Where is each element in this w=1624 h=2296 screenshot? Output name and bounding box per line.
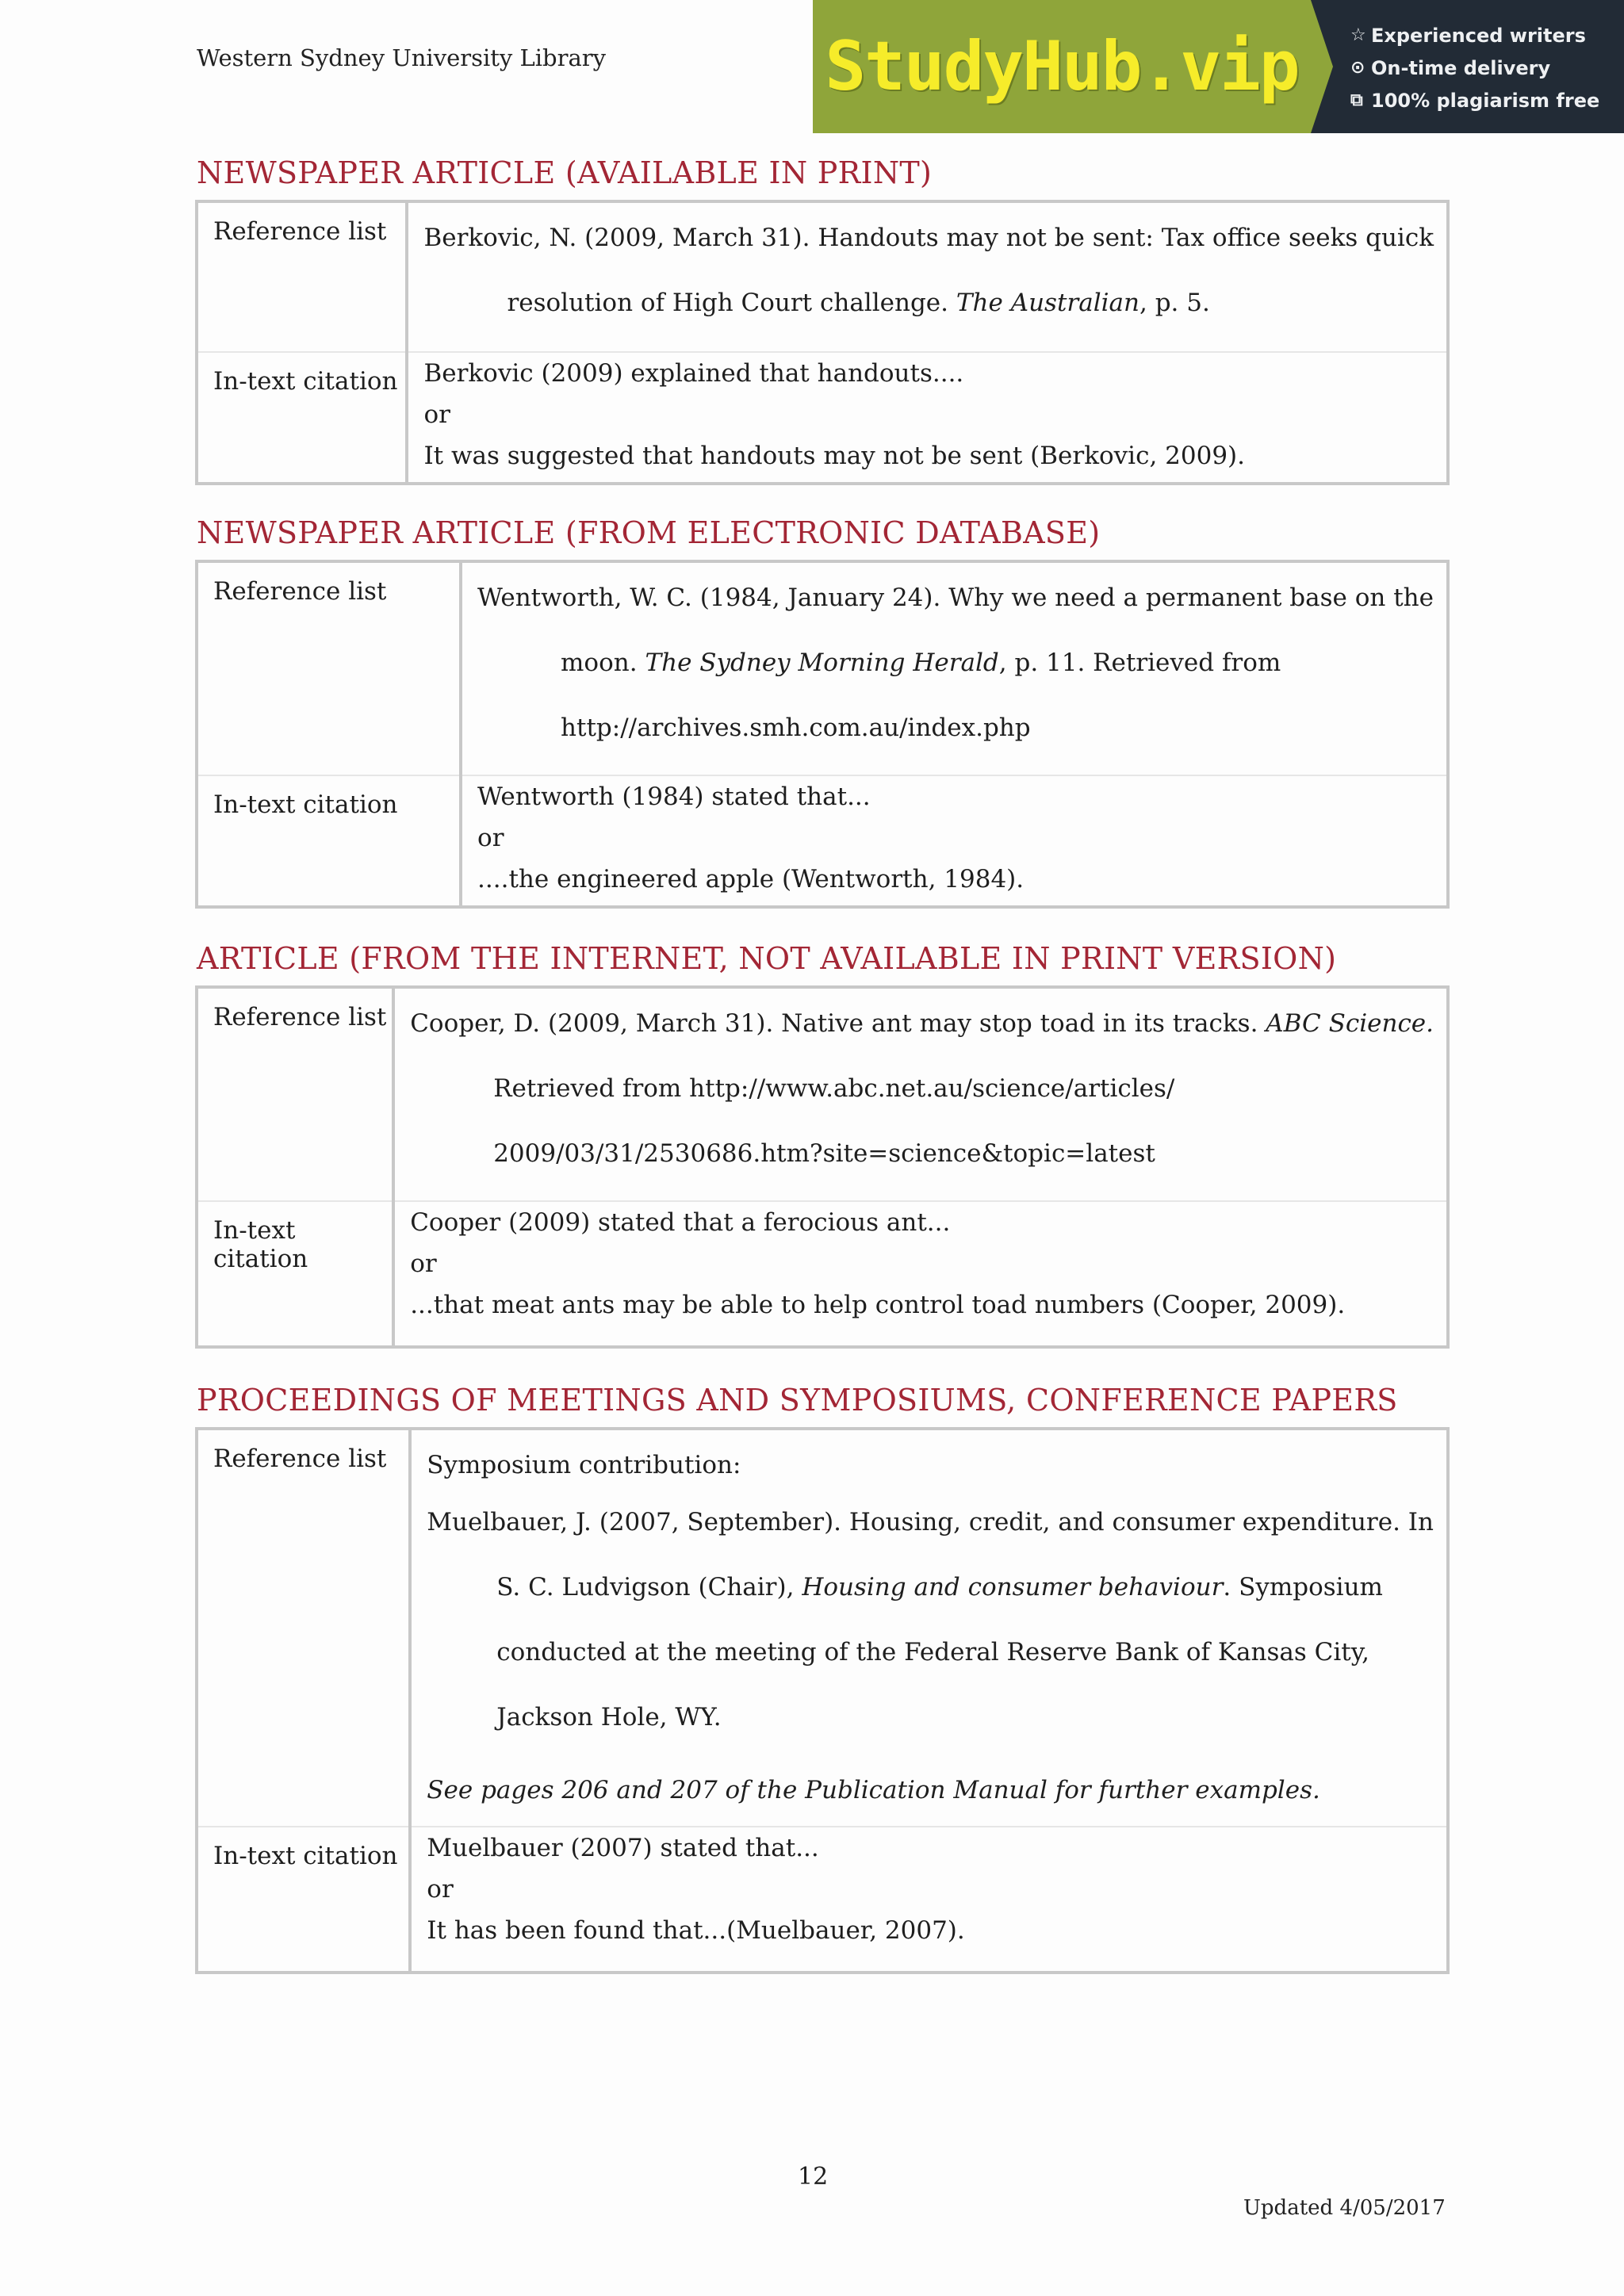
citation-examples [393, 1201, 1448, 1347]
row-label: In-text citation [197, 352, 407, 484]
citation-examples [410, 1827, 1448, 1973]
reference-text: Cooper, D. (2009, March 31). Native ant may stop toad in its tracks. [410, 1009, 1266, 1038]
row-label: Reference list [197, 987, 393, 1201]
reference-text: , p. 5. [1139, 289, 1210, 317]
reference-line: Jackson Hole, WY. [496, 1703, 722, 1732]
reference-row [197, 987, 1448, 1201]
row-label: In-text citation [197, 1201, 393, 1347]
reference-row [197, 1429, 1448, 1827]
ad-feature-text: 100% plagiarism free [1371, 89, 1600, 112]
reference-line [410, 1003, 1434, 1044]
citation-examples [407, 352, 1448, 484]
citation-line: Cooper (2009) stated that a ferocious ant... [410, 1208, 951, 1237]
citation-line: It has been found that...(Muelbauer, 2007). [427, 1916, 965, 1945]
citation-line: Wentworth (1984) stated that... [477, 783, 871, 811]
row-label: Reference list [197, 1429, 410, 1827]
section-title-internet-article: ARTICLE (FROM THE INTERNET, NOT AVAILABLE IN PRINT VERSION) [197, 941, 1337, 976]
citation-row [197, 1201, 1448, 1347]
citation-line: It was suggested that handouts may not be sent (Berkovic, 2009). [423, 442, 1246, 470]
ad-feature-text: On-time delivery [1371, 56, 1551, 79]
updated-date: Updated 4/05/2017 [1243, 2196, 1446, 2220]
reference-text: resolution of High Court challenge. [507, 289, 956, 317]
reference-table-newspaper-database [195, 560, 1450, 909]
reference-line [427, 1567, 1434, 1608]
citation-line: ...that meat ants may be able to help control toad numbers (Cooper, 2009). [410, 1291, 1346, 1319]
further-examples-note [427, 1770, 1434, 1811]
citation-line: Muelbauer (2007) stated that... [427, 1834, 819, 1862]
citation-row [197, 1827, 1448, 1973]
star-icon: ☆ [1350, 25, 1366, 45]
citation-line: Berkovic (2009) explained that handouts.... [423, 359, 964, 388]
source-title: ABC Science. [1266, 1009, 1434, 1038]
reference-line: Muelbauer, J. (2007, September). Housing, credit, and consumer expenditure. In [427, 1508, 1434, 1536]
reference-line [423, 282, 1434, 323]
reference-intro: Symposium contribution: [427, 1451, 741, 1479]
source-title: Housing and consumer behaviour [802, 1573, 1224, 1601]
reference-text: , p. 11. Retrieved from [998, 649, 1281, 677]
citation-row [197, 775, 1448, 907]
reference-line: http://archives.smh.com.au/index.php [561, 714, 1031, 742]
row-label: In-text citation [197, 1827, 410, 1973]
reference-row [197, 561, 1448, 775]
reference-line: Retrieved from http://www.abc.net.au/science/articles/ [493, 1074, 1175, 1103]
reference-table-proceedings [195, 1427, 1450, 1974]
studyhub-ad-banner[interactable] [813, 0, 1624, 133]
ad-chevron-divider [1311, 0, 1333, 133]
reference-text: moon. [561, 649, 645, 677]
reference-text: . Symposium [1223, 1573, 1383, 1601]
page-number: 12 [798, 2163, 829, 2191]
reference-table-newspaper-print [195, 200, 1450, 485]
citation-line: or [427, 1875, 454, 1904]
source-title: The Sydney Morning Herald [645, 649, 999, 677]
ad-brand-block[interactable] [813, 0, 1311, 133]
reference-line: Berkovic, N. (2009, March 31). Handouts may not be sent: Tax office seeks quick [423, 224, 1434, 252]
reference-entry [410, 1429, 1448, 1827]
ad-feature-list [1333, 0, 1624, 133]
ad-feature-text: Experienced writers [1371, 24, 1586, 47]
source-title: The Australian [956, 289, 1139, 317]
reference-line [477, 642, 1434, 683]
section-title-proceedings: PROCEEDINGS OF MEETINGS AND SYMPOSIUMS, CONFERENCE PAPERS [197, 1383, 1398, 1418]
library-name: Western Sydney University Library [197, 44, 607, 71]
reference-entry [393, 987, 1448, 1201]
citation-row [197, 352, 1448, 484]
copy-icon: ⧉ [1350, 90, 1363, 110]
reference-entry [407, 201, 1448, 352]
ad-feature-item [1350, 19, 1624, 52]
note-text: See pages 206 and 207 of the Publication Manual for further examples. [427, 1776, 1320, 1804]
citation-line: or [477, 824, 504, 852]
section-title-newspaper-print: NEWSPAPER ARTICLE (AVAILABLE IN PRINT) [197, 155, 933, 190]
ad-feature-item [1350, 52, 1624, 84]
citation-line: or [423, 400, 450, 429]
reference-line: conducted at the meeting of the Federal Reserve Bank of Kansas City, [496, 1638, 1369, 1667]
reference-row [197, 201, 1448, 352]
reference-text: S. C. Ludvigson (Chair), [496, 1573, 802, 1601]
row-label: Reference list [197, 561, 461, 775]
citation-examples [461, 775, 1448, 907]
citation-line: ....the engineered apple (Wentworth, 1984). [477, 865, 1025, 894]
citation-line: or [410, 1249, 437, 1278]
clock-icon: ⊙ [1350, 58, 1365, 78]
row-label: In-text citation [197, 775, 461, 907]
row-label: Reference list [197, 201, 407, 352]
reference-line: Wentworth, W. C. (1984, January 24). Why we need a permanent base on the [477, 584, 1434, 612]
ad-brand-logo[interactable]: StudyHub.vip [825, 27, 1299, 106]
reference-entry [461, 561, 1448, 775]
reference-line: 2009/03/31/2530686.htm?site=science&topic=latest [493, 1139, 1155, 1168]
section-title-newspaper-database: NEWSPAPER ARTICLE (FROM ELECTRONIC DATABASE) [197, 515, 1101, 550]
ad-feature-item [1350, 84, 1624, 117]
reference-table-internet-article [195, 985, 1450, 1349]
